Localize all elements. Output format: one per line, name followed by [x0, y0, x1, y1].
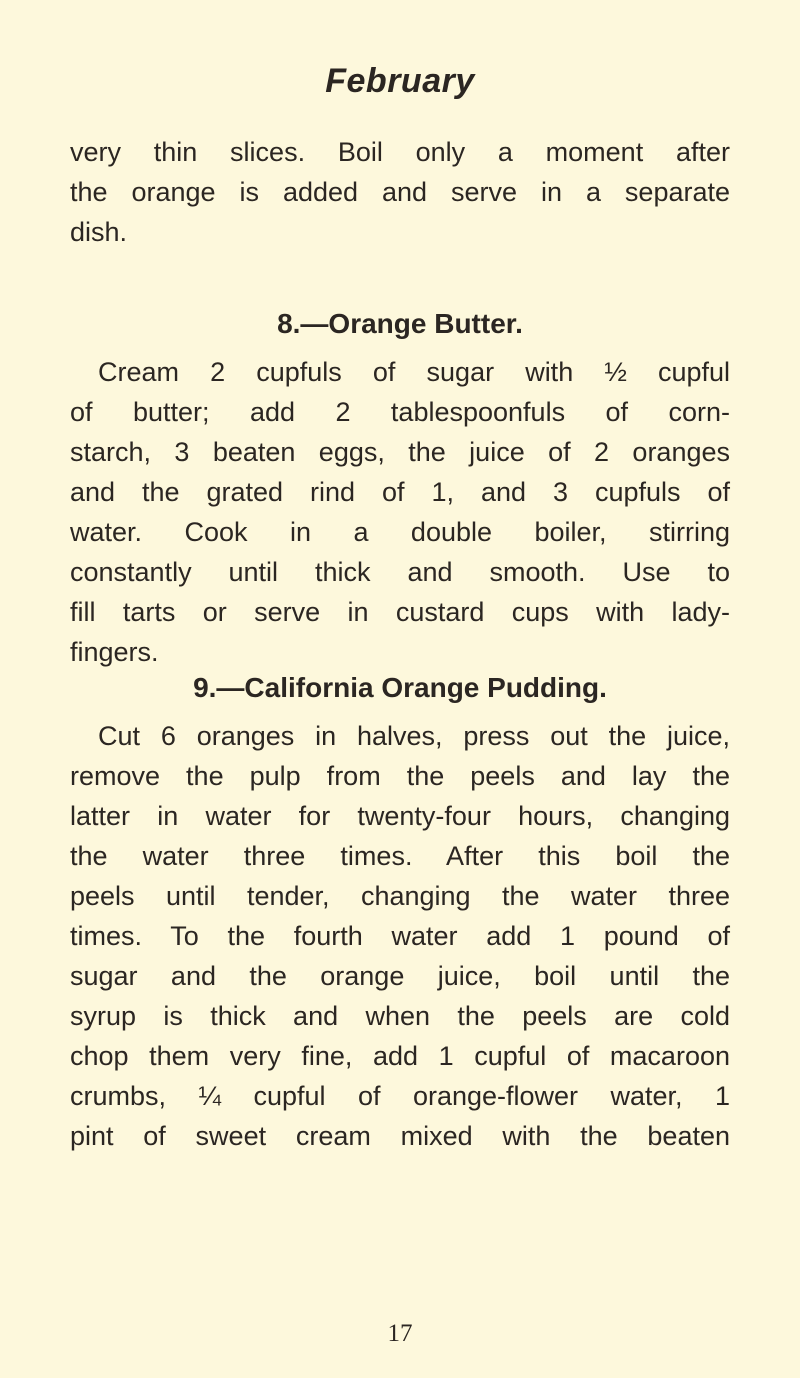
paragraph-line: water. Cook in a double boiler, stirring — [70, 517, 730, 547]
paragraph-line: of butter; add 2 tablespoonfuls of corn- — [70, 397, 730, 427]
paragraph-line: fill tarts or serve in custard cups with lady- — [70, 597, 730, 627]
paragraph-line: starch, 3 beaten eggs, the juice of 2 oranges — [70, 437, 730, 467]
paragraph-line: crumbs, ¼ cupful of orange-flower water, 1 — [70, 1081, 730, 1111]
continuation-paragraph — [70, 132, 730, 252]
paragraph-line: sugar and the orange juice, boil until the — [70, 961, 730, 991]
paragraph-line: the orange is added and serve in a separate — [70, 177, 730, 207]
paragraph-line: peels until tender, changing the water three — [70, 881, 730, 911]
paragraph-line: times. To the fourth water add 1 pound of — [70, 921, 730, 951]
paragraph-line: syrup is thick and when the peels are cold — [70, 1001, 730, 1031]
paragraph-line: pint of sweet cream mixed with the beaten — [70, 1121, 730, 1151]
recipe-8-paragraph — [70, 352, 730, 672]
paragraph-line: chop them very fine, add 1 cupful of macaroon — [70, 1041, 730, 1071]
recipe-9-paragraph — [70, 716, 730, 1156]
page-number: 17 — [387, 1320, 413, 1347]
paragraph-line: dish. — [70, 217, 128, 247]
running-head: February — [325, 62, 475, 100]
paragraph-line: remove the pulp from the peels and lay the — [70, 761, 730, 791]
paragraph-line: very thin slices. Boil only a moment after — [70, 137, 730, 167]
recipe-8-heading: 8.—Orange Butter. — [277, 308, 523, 339]
paragraph-line: Cut 6 oranges in halves, press out the juice, — [98, 721, 730, 751]
paragraph-line: constantly until thick and smooth. Use to — [70, 557, 730, 587]
recipe-9-heading: 9.—California Orange Pudding. — [193, 672, 607, 703]
paragraph-line: Cream 2 cupfuls of sugar with ½ cupful — [98, 357, 730, 387]
paragraph-line: fingers. — [70, 637, 159, 667]
paragraph-line: the water three times. After this boil the — [70, 841, 730, 871]
paragraph-line: and the grated rind of 1, and 3 cupfuls of — [70, 477, 730, 507]
paragraph-line: latter in water for twenty-four hours, changing — [70, 801, 730, 831]
